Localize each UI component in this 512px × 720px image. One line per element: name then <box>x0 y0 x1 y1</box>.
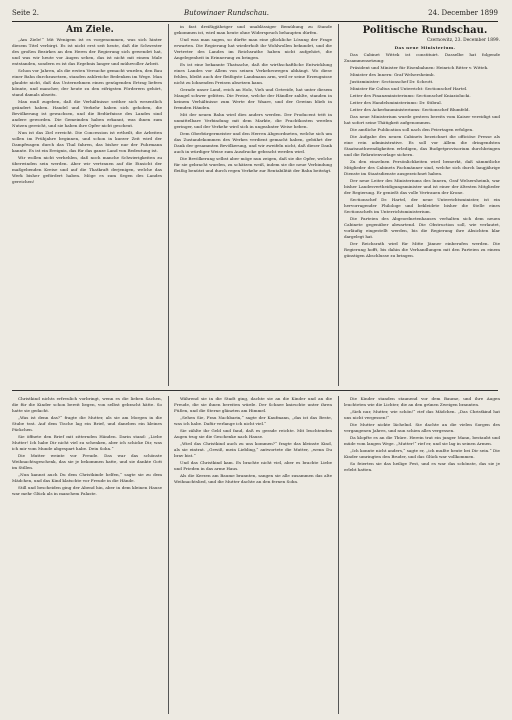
paragraph: Zu den einzelnen Persönlichkeiten wird bemerkt, daß sämmtliche Mitglieder des Cabinets Fachmänner sind, welche sich durch langjährige Dienste im Staatsdienste ausgezeichnet haben. <box>344 159 500 176</box>
paragraph: So feierten sie das heilige Fest, und es war das schönste, das sie je erlebt hatten. <box>344 461 500 472</box>
paragraph: „Was ist denn das?“ fragte die Mutter, als sie am Morgen in die Stube trat. Auf dem Tische lag ein Brief, und daneben ein kleines Päckchen. <box>12 415 162 432</box>
paragraph: Da klopfte es an die Thüre. Herein trat ein junger Mann, bestaubt und müde vom langen Wege. „Mutter!“ rief er, und sie lag in seinen Armen. <box>344 435 500 446</box>
paragraph: „Ich konnte nicht anders,“ sagte er, „ich mußte heute bei Dir sein.“ Die Kinder umringten den Bruder, und das Glück war vollkommen. <box>344 448 500 459</box>
paragraph: Und was man sagen, so dürfte man eine glückliche Lösung der Frage erwarten. Die Regierung hat wiederholt ihr Wohlwollen bekundet, und die Vertreter des Landes im Reichsrathe haben nicht aufgehört, die Angelegenheit in Erinnerung zu bringen. <box>174 37 332 60</box>
feuilleton-column-3 <box>344 396 500 714</box>
paragraph: Nun ist das Ziel erreicht. Die Concession ist ertheilt, die Arbeiten sollen im Frühjahre beginnen, und schon in kurzer Zeit wird der Dampfwagen durch das Thal fahren, das bisher nur der Fuhrmann kannte. Es ist ein Ereignis, das für das ganze Land von Bedeutung ist. <box>12 130 162 153</box>
paragraph: Präsident und Minister für Eisenbahnen: Heinrich Ritter v. Wittek. <box>350 65 489 70</box>
feuilleton-column-1 <box>12 396 162 714</box>
paragraph: „Sehen Sie, Frau Nachbarin,“ sagte der Kaufmann, „das ist das Beste, was ich habe. Dafür verlange ich nicht viel.“ <box>174 415 332 426</box>
issue-date: 24. December 1899 <box>428 9 498 17</box>
masthead: Butowinaer Rundschau. <box>184 9 270 17</box>
page-header <box>12 7 498 22</box>
paragraph: Die Kinder standen staunend vor dem Baume, und ihre Augen leuchteten wie die Lichter, die an den grünen Zweigen brannten. <box>344 396 500 407</box>
article-politische-rundschau <box>344 24 500 386</box>
feuilleton-column-2 <box>174 396 332 714</box>
paragraph: Es ist eine bekannte Thatsache, daß die wirthschaftliche Entwicklung eines Landes vor Allem von seinen Verkehrswegen abhängt. Wo diese fehlen, bleibt auch der fleißigste Landmann arm, weil er seine Erzeugnisse nicht zu lohnenden Preisen absetzen kann. <box>174 62 332 85</box>
paragraph: in fast dreißigjähriger und unablässiger Bemühung zu Stande gekommen ist, wird man heute ohne Widerspruch behaupten dürfen. <box>174 24 332 35</box>
page-number: Seite 2. <box>12 9 40 17</box>
paragraph: Die amtliche Publication soll nach den Feiertagen erfolgen. <box>350 127 474 132</box>
paragraph: Leiter des Ackerbauministeriums: Sectionschef Blumfeld. <box>350 107 470 112</box>
paragraph: Das neue Ministerium wurde gestern bereits vom Kaiser vereidigt und hat sofort seine Thätigkeit aufgenommen. <box>344 114 500 125</box>
column-rule <box>338 396 339 714</box>
paragraph: Leiter des Handelsministeriums: Dr. Stibral. <box>350 100 442 105</box>
paragraph: „Sieh nur, Mutter, wie schön!“ rief das Mädchen. „Das Christkind hat uns nicht vergessen!“ <box>344 409 500 420</box>
column-rule <box>168 396 169 714</box>
paragraph: „Nun kannst auch Du dem Christkinde helfen,“ sagte sie zu dem Mädchen, und das Kind klatschte vor Freude in die Hände. <box>12 472 162 483</box>
paragraph: Minister für Cultus und Unterricht: Sectionschef Hartel. <box>350 86 468 91</box>
article-continued <box>174 24 332 386</box>
paragraph: Still und bescheiden ging der Abend hin, aber in dem kleinen Hause war mehr Glück als in manchem Palaste. <box>12 485 162 496</box>
article-title: Politische Rundschau. <box>362 25 488 36</box>
paragraph: Als die Kerzen am Baume brannten, sangen sie alle zusammen das alte Weihnachtslied, und die Mutter dachte an den fernen Sohn. <box>174 473 332 484</box>
paragraph: Man muß zugeben, daß die Verhältnisse seither sich wesentlich geändert haben. Handel und Verkehr haben sich gehoben, die Bevölkerung ist gewachsen, und die Bedürfnisse des Landes sind andere geworden. Die Gemeinden haben erkannt, was ihnen zum Nutzen gereicht, und sie haben ihre Opfer nicht gescheut. <box>12 99 162 128</box>
paragraph: Justizminister: Sectionschef Dr. Schrott. <box>350 79 434 84</box>
paragraph: Und das Christkind kam. Es brachte nicht viel, aber es brachte Liebe und Frieden in das arme Haus. <box>174 460 332 471</box>
paragraph: Minister des Innern: Graf Welsersheimb. <box>350 72 435 77</box>
column-rule <box>338 24 339 386</box>
paragraph: Die Parteien des Abgeordnetenhauses verhalten sich dem neuen Cabinete gegenüber abwartend. Die Obstruction soll, wie verlautet, vorläufig eingestellt werden, bis die Regierung ihre Absichten klar dargelegt hat. <box>344 216 500 239</box>
paragraph: Dem Oberbürgermeister und den Herren Abgeordneten, welche sich um das Zustandekommen des Werkes verdient gemacht haben, gebührt der Dank der gesammten Bevölkerung, und wir zweifeln nicht, daß dieser Dank auch in würdiger Weise zum Ausdrucke gebracht werden wird. <box>174 131 332 154</box>
paragraph: Sie zählte ihr Geld und fand, daß es gerade reichte. Mit leuchtenden Augen trug sie die Geschenke nach Hause. <box>174 428 332 439</box>
paragraph: Gerade unser Land, reich an Holz, Vieh und Getreide, hat unter diesem Mangel schwer gelitten. Die Preise, welche der Händler zahlte, standen in keinem Verhältnisse zum Werte der Waare, und der Gewinn blieb in fremden Händen. <box>174 87 332 110</box>
paragraph: Während sie in die Stadt ging, dachte sie an die Kinder und an die Freude, die sie ihnen bereiten würde. Der Schnee knirschte unter ihren Füßen, und die Sterne glänzten am Himmel. <box>174 396 332 413</box>
section-divider <box>12 390 498 391</box>
paragraph: Die Mutter nickte lächelnd. Sie dachte an die vielen Sorgen des vergangenen Jahres, und nun schien alles vergessen. <box>344 422 500 433</box>
paragraph: Der Reichsrath wird für Mitte Jänner einberufen werden. Die Regierung hofft, bis dahin die Verhandlungen mit den Parteien zu einem günstigen Abschlusse zu bringen. <box>344 241 500 258</box>
paragraph: Das Cabinet Wittek ist constituirt. Dasselbe hat folgende Zusammensetzung: <box>344 52 500 63</box>
paragraph: Die Mutter weinte vor Freude. Das war das schönste Weihnachtsgeschenk, das sie je bekommen hatte, und sie dankte Gott im Stillen. <box>12 453 162 470</box>
paragraph: Leiter des Finanzministeriums: Sectionschef Kniaziolucki. <box>350 93 471 98</box>
column-rule <box>168 24 169 386</box>
paragraph: Sectionschef Dr. Hartel, der neue Unterrichtsminister, ist ein hervorragender Philologe und bekleidete bisher die Stelle eines Sectionschefs im Unterrichtsministerium. <box>344 197 500 214</box>
paragraph: Wir wollen nicht verhehlen, daß noch manche Schwierigkeiten zu überwinden sein werden. Aber wir vertrauen auf die Einsicht der maßgebenden Kreise und auf die Thatkraft derjenigen, welche das Werk bisher gefördert haben. Möge es zum Segen des Landes gereichen! <box>12 155 162 184</box>
paragraph: Schon vor Jahren, als die ersten Versuche gemacht wurden, den Bau einer Bahn durchzusetzen, standen zahlreiche Bedenken im Wege. Man glaubte nicht, daß das Unternehmen einen genügenden Ertrag liefern könnte, und mancher, der heute zu den eifrigsten Förderern gehört, stand damals abseits. <box>12 68 162 97</box>
paragraph: „Wird das Christkind auch zu uns kommen?“ fragte das kleinste Kind, als sie eintrat. „Gewiß, mein Liebling,“ antwortete die Mutter, „wenn Du brav bist.“ <box>174 441 332 458</box>
paragraph: Der neue Leiter des Ministeriums des Innern, Graf Welsersheimb, war bisher Landesvertheidigungsminister und ist einer der ältesten Mitglieder der Regierung. Er genießt das volle Vertrauen der Krone. <box>344 178 500 195</box>
dateline: Czernowitz, 23. December 1899. <box>426 38 500 43</box>
paragraph: Die Aufgabe des neuen Cabinets bezeichnet die officiöse Presse als eine rein administrative. Es soll vor Allem die dringendsten Staatsnothwendigkeiten erledigen, das Budgetprovisorium durchbringen und die Rekrutenvorlage sichern. <box>344 134 500 157</box>
paragraph: Mit der neuen Bahn wird dies anders werden. Der Producent tritt in unmittelbare Verbindung mit dem Markte, die Frachtkosten werden geringer, und der Verkehr wird sich in ungeahnter Weise heben. <box>174 112 332 129</box>
article-title: Am Ziele. <box>66 25 114 35</box>
paragraph: Sie öffnete den Brief mit zitternden Händen. Darin stand: „Liebe Mutter! Ich habe Dir nicht viel zu schenken, aber ich schicke Dir, was ich mir vom Munde abgespart habe. Dein Sohn.“ <box>12 434 162 451</box>
paragraph: „Am Ziele!“ Mit Wenigem ist es vorgenommen, was sich hinter diesem Titel verbirgt. Es ist nicht erst seit heute, daß die Schwester des großen Bezirkes an den Herrn der Regierung sich gewendet hat, und was wir heute vor Augen sehen, das ist nicht mit einem Male entstanden, sondern es ist das Ergebnis langer und mühevoller Arbeit. <box>12 37 162 66</box>
paragraph: Christkind nichts erfreulich vorbringt, wenn es die lieben Sachen, die für die Kinder schon bereit liegen, von selbst gebracht hätte. So hatte sie gedacht. <box>12 396 162 413</box>
article-am-ziele <box>12 24 162 386</box>
subheading: Das neue Ministerium. <box>394 45 456 50</box>
paragraph: Die Bevölkerung selbst aber möge nun zeigen, daß sie die Opfer, welche für sie gebracht wurden, zu schätzen weiß, indem sie die neue Verbindung fleißig benützt und durch regen Verkehr zur Rentabilität der Bahn beiträgt. <box>174 156 332 173</box>
